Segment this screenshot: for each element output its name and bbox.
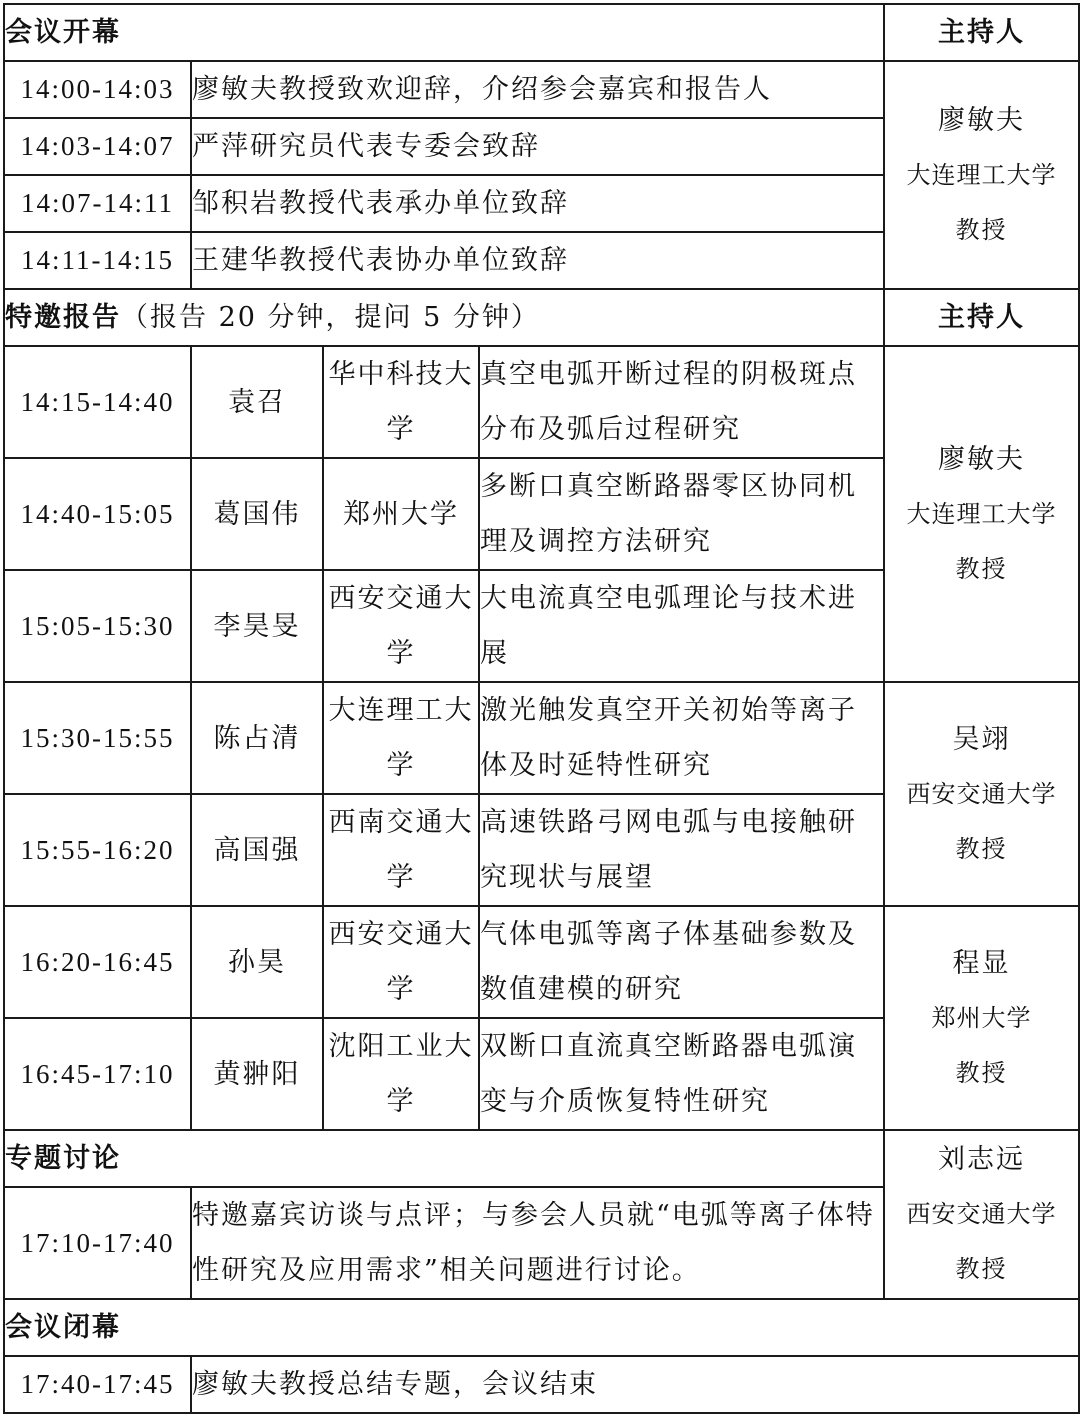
host-cell xyxy=(884,906,1079,1130)
section-title: 特邀报告 xyxy=(5,302,121,333)
time-cell: 14:11-14:15 xyxy=(4,232,191,289)
speaker-institution: 西安交通大学 xyxy=(323,906,479,1018)
time-cell: 14:40-15:05 xyxy=(4,458,191,570)
host-cell xyxy=(884,682,1079,906)
report-topic: 真空电弧开断过程的阴极斑点分布及弧后过程研究 xyxy=(479,346,884,458)
time-cell: 16:45-17:10 xyxy=(4,1018,191,1130)
section-header-discussion: 专题讨论 xyxy=(4,1130,884,1187)
host-name: 廖敏夫 xyxy=(938,443,1025,475)
desc-cell: 王建华教授代表协办单位致辞 xyxy=(191,232,884,289)
report-topic: 多断口真空断路器零区协同机理及调控方法研究 xyxy=(479,458,884,570)
desc-cell: 廖敏夫教授致欢迎辞，介绍参会嘉宾和报告人 xyxy=(191,61,884,118)
time-cell: 15:05-15:30 xyxy=(4,570,191,682)
host-header: 主持人 xyxy=(884,4,1079,61)
speaker-institution: 大连理工大学 xyxy=(323,682,479,794)
host-name: 刘志远 xyxy=(938,1144,1025,1175)
speaker-institution: 华中科技大学 xyxy=(323,346,479,458)
speaker-name: 高国强 xyxy=(191,794,323,906)
host-unit: 大连理工大学 xyxy=(906,160,1057,189)
desc-cell: 邹积岩教授代表承办单位致辞 xyxy=(191,175,884,232)
speaker-name: 袁召 xyxy=(191,346,323,458)
host-unit: 大连理工大学 xyxy=(906,499,1057,528)
host-cell xyxy=(884,61,1079,289)
time-cell: 17:40-17:45 xyxy=(4,1356,191,1413)
host-name: 程显 xyxy=(952,947,1011,979)
speaker-institution: 西安交通大学 xyxy=(323,570,479,682)
time-cell: 15:55-16:20 xyxy=(4,794,191,906)
host-title: 教授 xyxy=(955,1255,1008,1283)
host-title: 教授 xyxy=(955,554,1008,583)
time-cell: 14:00-14:03 xyxy=(4,61,191,118)
host-unit: 郑州大学 xyxy=(931,1003,1032,1032)
speaker-name: 陈占清 xyxy=(191,682,323,794)
host-title: 教授 xyxy=(955,215,1008,244)
host-cell xyxy=(884,346,1079,682)
desc-cell: 特邀嘉宾访谈与点评；与参会人员就“电弧等离子体特性研究及应用需求”相关问题进行讨论。 xyxy=(191,1187,884,1299)
speaker-institution: 沈阳工业大学 xyxy=(323,1018,479,1130)
speaker-name: 黄翀阳 xyxy=(191,1018,323,1130)
host-name: 吴翊 xyxy=(952,723,1011,755)
desc-cell: 廖敏夫教授总结专题，会议结束 xyxy=(191,1356,1079,1413)
speaker-name: 孙昊 xyxy=(191,906,323,1018)
report-topic: 大电流真空电弧理论与技术进展 xyxy=(479,570,884,682)
time-cell: 14:03-14:07 xyxy=(4,118,191,175)
report-topic: 气体电弧等离子体基础参数及数值建模的研究 xyxy=(479,906,884,1018)
host-name: 廖敏夫 xyxy=(938,104,1025,136)
host-unit: 西安交通大学 xyxy=(906,1200,1057,1228)
section-header-invited xyxy=(4,289,884,346)
report-topic: 激光触发真空开关初始等离子体及时延特性研究 xyxy=(479,682,884,794)
time-cell: 17:10-17:40 xyxy=(4,1187,191,1299)
host-unit: 西安交通大学 xyxy=(906,779,1057,808)
speaker-institution: 西南交通大学 xyxy=(323,794,479,906)
desc-cell: 严萍研究员代表专委会致辞 xyxy=(191,118,884,175)
host-header: 主持人 xyxy=(884,289,1079,346)
section-header-closing: 会议闭幕 xyxy=(4,1299,1079,1356)
report-topic: 双断口直流真空断路器电弧演变与介质恢复特性研究 xyxy=(479,1018,884,1130)
time-cell: 16:20-16:45 xyxy=(4,906,191,1018)
section-note: （报告 20 分钟，提问 5 分钟） xyxy=(121,302,540,333)
speaker-name: 葛国伟 xyxy=(191,458,323,570)
host-title: 教授 xyxy=(955,834,1008,863)
section-header-opening: 会议开幕 xyxy=(4,4,884,61)
time-cell: 14:07-14:11 xyxy=(4,175,191,232)
time-cell: 14:15-14:40 xyxy=(4,346,191,458)
speaker-institution: 郑州大学 xyxy=(323,458,479,570)
host-cell xyxy=(884,1130,1079,1299)
report-topic: 高速铁路弓网电弧与电接触研究现状与展望 xyxy=(479,794,884,906)
agenda-table xyxy=(3,3,1080,1414)
host-title: 教授 xyxy=(955,1058,1008,1087)
speaker-name: 李昊旻 xyxy=(191,570,323,682)
time-cell: 15:30-15:55 xyxy=(4,682,191,794)
